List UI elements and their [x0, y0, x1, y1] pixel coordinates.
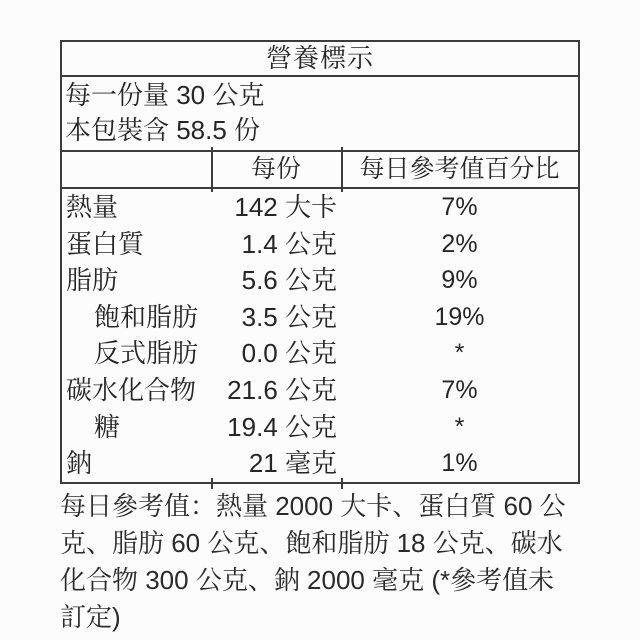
- column-header-nutrient: [62, 152, 211, 187]
- nutrient-name: 糖: [94, 411, 121, 442]
- column-header-per-serving: 每份: [250, 155, 301, 183]
- nutrient-amount: 0.0 公克: [241, 338, 337, 369]
- nutrient-dv: 7%: [441, 375, 478, 404]
- column-divider-left: [211, 147, 213, 192]
- nutrient-name: 脂肪: [66, 265, 119, 296]
- table-title: 營養標示: [62, 42, 578, 77]
- nutrient-amount: 142 大卡: [234, 192, 337, 222]
- serving-size-line: 每一份量 30 公克: [65, 80, 265, 110]
- column-divider-right: [341, 147, 343, 192]
- nutrient-dv: 7%: [441, 193, 478, 221]
- nutrient-amount: 21 毫克: [248, 448, 337, 479]
- nutrition-label: [60, 0, 580, 636]
- table-header-row: [62, 152, 578, 189]
- nutrient-dv: *: [454, 412, 465, 441]
- bottom-column-tick-right: [341, 478, 343, 489]
- nutrient-dv: 19%: [434, 302, 485, 331]
- nutrition-table: [60, 40, 580, 484]
- nutrient-name: 熱量: [66, 192, 119, 222]
- nutrient-row-protein: [62, 226, 578, 263]
- serving-info-section: [62, 77, 578, 152]
- nutrient-row-saturated-fat: [62, 299, 578, 336]
- nutrient-amount: 3.5 公克: [241, 301, 337, 332]
- nutrient-row-fat: [62, 262, 578, 299]
- nutrient-dv: 1%: [441, 449, 478, 478]
- footnote: 每日參考值：熱量 2000 大卡、蛋白質 60 公克、脂肪 60 公克、飽和脂肪 18 公克、碳水化合物 300 公克、鈉 2000 毫克 (*參考值未訂定): [60, 490, 566, 632]
- nutrient-name: 碳水化合物: [66, 374, 197, 405]
- nutrient-row-sodium: [62, 445, 578, 482]
- nutrient-row-carbohydrate: [62, 372, 578, 409]
- nutrient-row-trans-fat: [62, 335, 578, 372]
- nutrient-dv: 9%: [441, 266, 478, 295]
- nutrient-name: 飽和脂肪: [94, 301, 199, 332]
- nutrient-name: 鈉: [66, 448, 93, 479]
- nutrient-row-sugar: [62, 409, 578, 446]
- nutrient-amount: 1.4 公克: [241, 228, 337, 259]
- nutrient-name: 蛋白質: [66, 228, 145, 259]
- nutrient-row-calories: [62, 189, 578, 226]
- nutrient-amount: 19.4 公克: [227, 411, 337, 442]
- nutrient-dv: 2%: [441, 229, 478, 258]
- nutrient-dv: *: [454, 339, 465, 368]
- nutrient-amount: 21.6 公克: [227, 374, 337, 405]
- nutrient-name: 反式脂肪: [94, 338, 199, 369]
- column-header-daily-value: 每日參考值百分比: [359, 155, 560, 183]
- nutrient-amount: 5.6 公克: [241, 265, 337, 296]
- servings-per-package-line: 本包裝含 58.5 份: [65, 115, 261, 145]
- bottom-column-tick-left: [211, 478, 213, 489]
